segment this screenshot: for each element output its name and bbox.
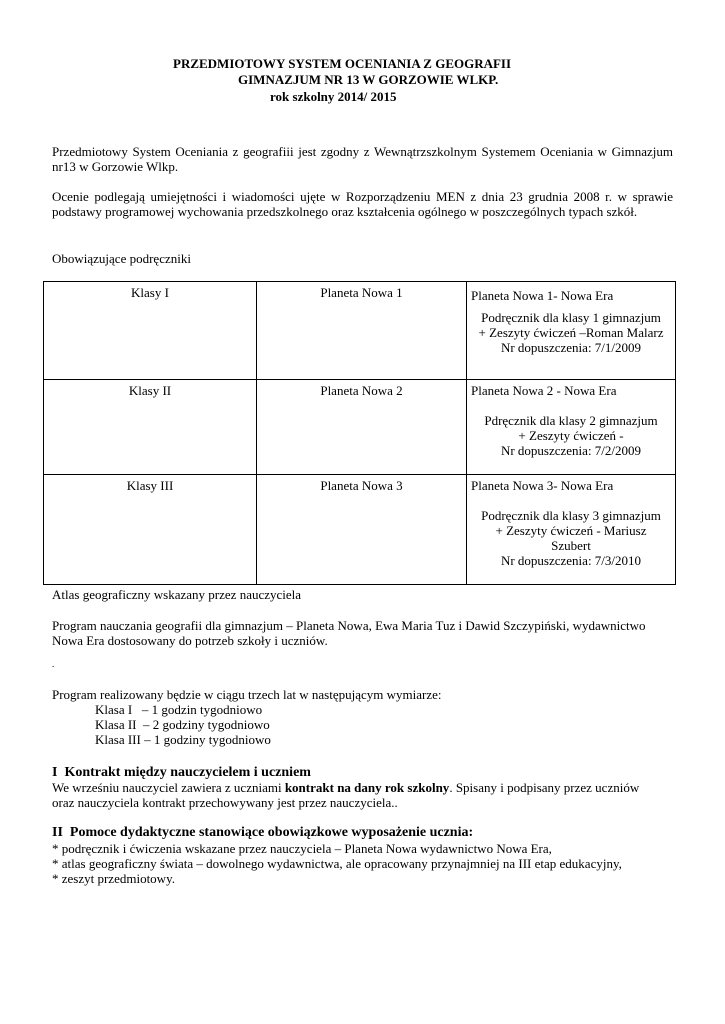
title-cell: Planeta Nowa 2 bbox=[257, 380, 467, 475]
schedule-item: Klasa III – 1 godziny tygodniowo bbox=[95, 732, 271, 747]
desc-line: + Zeszyty ćwiczeń - Mariusz bbox=[495, 523, 647, 538]
section-2-heading: II Pomoce dydaktyczne stanowiące obowiązkowe wyposażenie ucznia: bbox=[52, 825, 474, 840]
intro-paragraph-1: Przedmiotowy System Oceniania z geografiii jest zgodny z Wewnątrzszkolnym Systemem Oceniania w Gimnazjum nr13 w Gorzowie Wlkp. bbox=[52, 144, 673, 174]
intro-paragraph-2: Ocenie podlegają umiejętności i wiadomości ujęte w Rozporządzeniu MEN z dnia 23 grudnia 2008 r. w sprawie podstawy programowej wychowania przedszkolnego oraz kształcenia ogólnego w poszczególnych typach szkół. bbox=[52, 189, 673, 219]
publisher-text: Planeta Nowa 3- Nowa Era bbox=[471, 478, 614, 493]
schedule-item: Klasa I – 1 godzin tygodniowo bbox=[95, 702, 263, 717]
schedule-intro: Program realizowany będzie w ciągu trzech lat w następującym wymiarze: bbox=[52, 687, 442, 702]
desc-line: Podręcznik dla klasy 3 gimnazjum bbox=[481, 508, 661, 523]
schedule-item: Klasa II – 2 godziny tygodniowo bbox=[95, 717, 270, 732]
class-cell: Klasy I bbox=[44, 282, 257, 380]
program-line-1: Program nauczania geografii dla gimnazjum – Planeta Nowa, Ewa Maria Tuz i Dawid Szczypiński, wydawnictwo bbox=[52, 618, 646, 633]
stray-dot: . bbox=[52, 659, 55, 669]
section-1-heading: I Kontrakt między nauczycielem i uczniem bbox=[52, 765, 311, 780]
desc-line: + Zeszyty ćwiczeń - bbox=[518, 428, 624, 443]
table-row bbox=[44, 475, 676, 585]
details-cell bbox=[467, 380, 676, 475]
atlas-note: Atlas geograficzny wskazany przez nauczyciela bbox=[52, 587, 302, 602]
section-1-line-1 bbox=[52, 780, 639, 795]
class-cell: Klasy II bbox=[44, 380, 257, 475]
desc-line: Nr dopuszczenia: 7/2/2009 bbox=[500, 443, 642, 458]
desc-line: Podręcznik dla klasy 1 gimnazjum bbox=[481, 310, 661, 325]
list-item: * atlas geograficzny świata – dowolnego wydawnictwa, ale opracowany przynajmniej na III etap edukacyjny, bbox=[52, 856, 622, 871]
section-1-line-2: oraz nauczyciela kontrakt przechowywany jest przez nauczyciela.. bbox=[52, 795, 398, 810]
doc-title-line1: PRZEDMIOTOWY SYSTEM OCENIANIA Z GEOGRAFII bbox=[173, 56, 512, 71]
title-cell: Planeta Nowa 1 bbox=[257, 282, 467, 380]
title-cell: Planeta Nowa 3 bbox=[257, 475, 467, 585]
desc-line: Nr dopuszczenia: 7/3/2010 bbox=[500, 553, 642, 568]
contract-text-bold: kontrakt na dany rok szkolny bbox=[284, 780, 450, 795]
table-row bbox=[44, 380, 676, 475]
list-item: * zeszyt przedmiotowy. bbox=[52, 871, 175, 886]
details-cell bbox=[467, 475, 676, 585]
details-cell bbox=[467, 282, 676, 380]
desc-line: Pdręcznik dla klasy 2 gimnazjum bbox=[484, 413, 658, 428]
doc-title-line3: rok szkolny 2014/ 2015 bbox=[270, 89, 397, 104]
doc-title-line2: GIMNAZJUM NR 13 W GORZOWIE WLKP. bbox=[238, 72, 499, 87]
contract-text-a: We wrześniu nauczyciel zawiera z uczniami bbox=[52, 780, 285, 795]
textbooks-table bbox=[43, 281, 676, 585]
desc-line: Nr dopuszczenia: 7/1/2009 bbox=[500, 340, 642, 355]
program-line-2: Nowa Era dostosowany do potrzeb szkoły i uczniów. bbox=[52, 633, 328, 648]
table-row bbox=[44, 282, 676, 380]
publisher-text: Planeta Nowa 2 - Nowa Era bbox=[471, 383, 617, 398]
books-heading: Obowiązujące podręczniki bbox=[52, 251, 191, 266]
contract-text-c: . Spisany i podpisany przez uczniów bbox=[449, 780, 640, 795]
publisher-text: Planeta Nowa 1- Nowa Era bbox=[471, 288, 614, 303]
desc-line: + Zeszyty ćwiczeń –Roman Malarz bbox=[478, 325, 664, 340]
class-cell: Klasy III bbox=[44, 475, 257, 585]
list-item: * podręcznik i ćwiczenia wskazane przez nauczyciela – Planeta Nowa wydawnictwo Nowa Era, bbox=[52, 841, 552, 856]
desc-line: Szubert bbox=[551, 538, 591, 553]
